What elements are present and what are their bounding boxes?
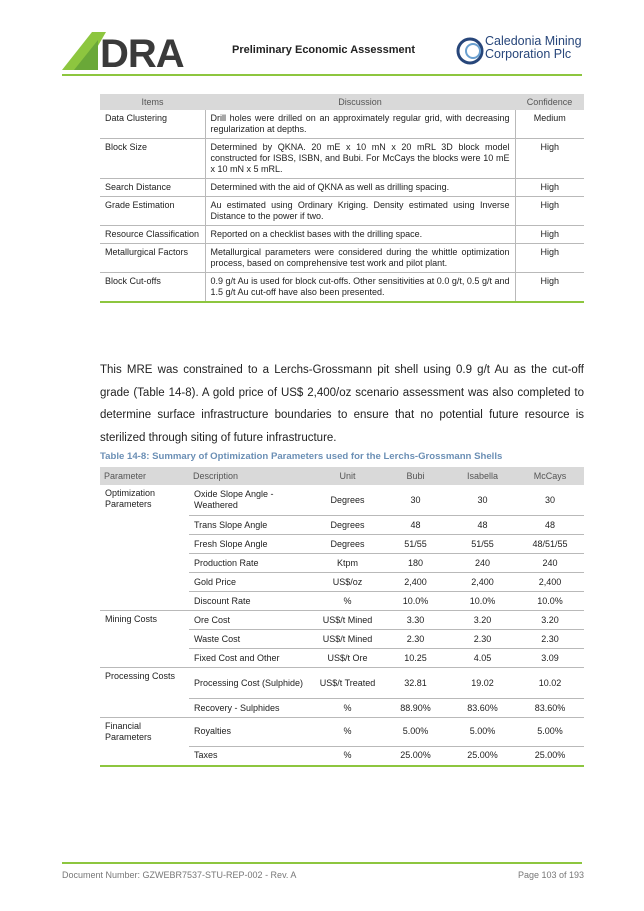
bubi-cell: 5.00% (382, 718, 449, 747)
parameter-cell (100, 592, 189, 611)
table-row (100, 668, 584, 699)
table-row (100, 535, 584, 554)
bubi-cell: 10.25 (382, 649, 449, 668)
header-mccays: McCays (516, 467, 584, 485)
item-cell: Data Clustering (100, 110, 205, 139)
header-confidence: Confidence (515, 94, 584, 110)
parameter-cell (100, 630, 189, 649)
isabella-cell: 30 (449, 485, 516, 516)
unit-cell: Ktpm (313, 554, 382, 573)
description-cell: Ore Cost (189, 611, 313, 630)
confidence-cell: High (515, 139, 584, 179)
mccays-cell: 10.0% (516, 592, 584, 611)
company-line-2: Corporation Plc (485, 47, 572, 61)
bubi-cell: 10.0% (382, 592, 449, 611)
table-row (100, 273, 584, 303)
parameter-cell (100, 699, 189, 718)
mccays-cell: 48/51/55 (516, 535, 584, 554)
bubi-cell: 3.30 (382, 611, 449, 630)
unit-cell: % (313, 746, 382, 766)
isabella-cell: 51/55 (449, 535, 516, 554)
item-cell: Block Cut-offs (100, 273, 205, 303)
mccays-cell: 3.09 (516, 649, 584, 668)
description-cell: Recovery - Sulphides (189, 699, 313, 718)
parameter-cell (100, 516, 189, 535)
mccays-cell: 240 (516, 554, 584, 573)
description-cell: Trans Slope Angle (189, 516, 313, 535)
isabella-cell: 2.30 (449, 630, 516, 649)
header-rule (62, 74, 582, 76)
table-row (100, 179, 584, 197)
unit-cell: % (313, 592, 382, 611)
svg-text:DRA: DRA (100, 32, 184, 70)
table-header-row (100, 467, 584, 485)
confidence-cell: High (515, 179, 584, 197)
bubi-cell: 2.30 (382, 630, 449, 649)
parameter-cell (100, 573, 189, 592)
table-row (100, 718, 584, 747)
table-row (100, 611, 584, 630)
confidence-cell: High (515, 197, 584, 226)
mccays-cell: 25.00% (516, 746, 584, 766)
parameter-cell (100, 649, 189, 668)
item-cell: Block Size (100, 139, 205, 179)
bubi-cell: 180 (382, 554, 449, 573)
table-row (100, 244, 584, 273)
body-paragraph: This MRE was constrained to a Lerchs-Grossmann pit shell using 0.9 g/t Au as the cut-off grade (Table 14-8). A gold price of US$ 2,400/oz scenario assessment was also completed to determine surface infrastructure boundaries to ensure that no potential future resource is sterilized through siting of future infrastructure. (100, 364, 584, 444)
isabella-cell: 48 (449, 516, 516, 535)
table-row (100, 699, 584, 718)
description-cell: Fresh Slope Angle (189, 535, 313, 554)
description-cell: Fixed Cost and Other (189, 649, 313, 668)
isabella-cell: 3.20 (449, 611, 516, 630)
description-cell: Discount Rate (189, 592, 313, 611)
header-discussion: Discussion (205, 94, 515, 110)
discussion-cell: Au estimated using Ordinary Kriging. Density estimated using Inverse Distance to the power if two. (205, 197, 515, 226)
isabella-cell: 240 (449, 554, 516, 573)
unit-cell: % (313, 718, 382, 747)
header-items: Items (100, 94, 205, 110)
bubi-cell: 2,400 (382, 573, 449, 592)
dra-logo (62, 32, 197, 70)
mccays-cell: 48 (516, 516, 584, 535)
bubi-cell: 48 (382, 516, 449, 535)
discussion-cell: Drill holes were drilled on an approximately regular grid, with decreasing regularization at depths. (205, 110, 515, 139)
parameter-cell: Mining Costs (105, 614, 158, 624)
parameter-cell: Financial Parameters (105, 721, 152, 742)
mccays-cell: 83.60% (516, 699, 584, 718)
mccays-cell: 30 (516, 485, 584, 516)
header-isabella: Isabella (449, 467, 516, 485)
table-row (100, 554, 584, 573)
bubi-cell: 25.00% (382, 746, 449, 766)
header-bubi: Bubi (382, 467, 449, 485)
item-cell: Resource Classification (100, 226, 205, 244)
document-number: Document Number: GZWEBR7537-STU-REP-002 - Rev. A (62, 870, 297, 880)
unit-cell: US$/t Treated (313, 668, 382, 699)
header-unit: Unit (313, 467, 382, 485)
bubi-cell: 30 (382, 485, 449, 516)
table-row (100, 226, 584, 244)
isabella-cell: 10.0% (449, 592, 516, 611)
discussion-cell: Reported on a checklist bases with the drilling space. (205, 226, 515, 244)
description-cell: Processing Cost (Sulphide) (189, 668, 313, 699)
mccays-cell: 5.00% (516, 718, 584, 747)
footer-rule (62, 862, 582, 864)
optimization-parameters-table (100, 467, 584, 767)
bubi-cell: 51/55 (382, 535, 449, 554)
isabella-cell: 83.60% (449, 699, 516, 718)
description-cell: Waste Cost (189, 630, 313, 649)
description-cell: Oxide Slope Angle - Weathered (189, 485, 313, 516)
table-row (100, 485, 584, 516)
discussion-cell: Determined by QKNA. 20 mE x 10 mN x 20 mRL 3D block model constructed for ISBS, ISBN, and Bubi. For McCays the blocks were 10 mE x 10 mN x 5 mRL. (205, 139, 515, 179)
item-cell: Metallurgical Factors (100, 244, 205, 273)
document-title: Preliminary Economic Assessment (232, 44, 416, 56)
parameter-cell (100, 554, 189, 573)
parameter-cell: Optimization Parameters (105, 488, 156, 509)
unit-cell: Degrees (313, 535, 382, 554)
page-header (0, 0, 644, 80)
company-name (485, 35, 582, 61)
table-row (100, 630, 584, 649)
isabella-cell: 4.05 (449, 649, 516, 668)
parameter-cell: Processing Costs (105, 671, 176, 681)
unit-cell: Degrees (313, 516, 382, 535)
unit-cell: US$/t Mined (313, 630, 382, 649)
isabella-cell: 25.00% (449, 746, 516, 766)
bubi-cell: 88.90% (382, 699, 449, 718)
item-cell: Grade Estimation (100, 197, 205, 226)
table-row (100, 746, 584, 766)
item-cell: Search Distance (100, 179, 205, 197)
description-cell: Production Rate (189, 554, 313, 573)
table-row (100, 110, 584, 139)
table-caption: Table 14-8: Summary of Optimization Parameters used for the Lerchs-Grossmann Shells (100, 451, 503, 462)
unit-cell: US$/t Ore (313, 649, 382, 668)
mccays-cell: 2.30 (516, 630, 584, 649)
header-parameter: Parameter (100, 467, 189, 485)
unit-cell: % (313, 699, 382, 718)
isabella-cell: 2,400 (449, 573, 516, 592)
confidence-cell: High (515, 273, 584, 303)
company-line-1: Caledonia Mining (485, 34, 582, 48)
unit-cell: US$/t Mined (313, 611, 382, 630)
confidence-cell: High (515, 226, 584, 244)
discussion-cell: 0.9 g/t Au is used for block cut-offs. Other sensitivities at 0.0 g/t, 0.5 g/t and 1.5 g/t Au cut-off have also been presented. (205, 273, 515, 303)
discussion-cell: Determined with the aid of QKNA as well as drilling spacing. (205, 179, 515, 197)
mccays-cell: 10.02 (516, 668, 584, 699)
table-row (100, 649, 584, 668)
mccays-cell: 2,400 (516, 573, 584, 592)
confidence-cell: Medium (515, 110, 584, 139)
table-header-row (100, 94, 584, 110)
description-cell: Royalties (189, 718, 313, 747)
bubi-cell: 32.81 (382, 668, 449, 699)
parameter-cell (100, 746, 189, 766)
table-row (100, 573, 584, 592)
mccays-cell: 3.20 (516, 611, 584, 630)
description-cell: Taxes (189, 746, 313, 766)
page-number: Page 103 of 193 (517, 870, 584, 880)
isabella-cell: 5.00% (449, 718, 516, 747)
discussion-cell: Metallurgical parameters were considered during the whittle optimization process, based on comprehensive test work and pilot plant. (205, 244, 515, 273)
isabella-cell: 19.02 (449, 668, 516, 699)
table-row (100, 592, 584, 611)
table-row (100, 516, 584, 535)
unit-cell: US$/oz (313, 573, 382, 592)
description-cell: Gold Price (189, 573, 313, 592)
header-description: Description (189, 467, 313, 485)
parameter-cell (100, 535, 189, 554)
confidence-table (100, 94, 584, 303)
table-row (100, 197, 584, 226)
table-row (100, 139, 584, 179)
confidence-cell: High (515, 244, 584, 273)
unit-cell: Degrees (313, 485, 382, 516)
